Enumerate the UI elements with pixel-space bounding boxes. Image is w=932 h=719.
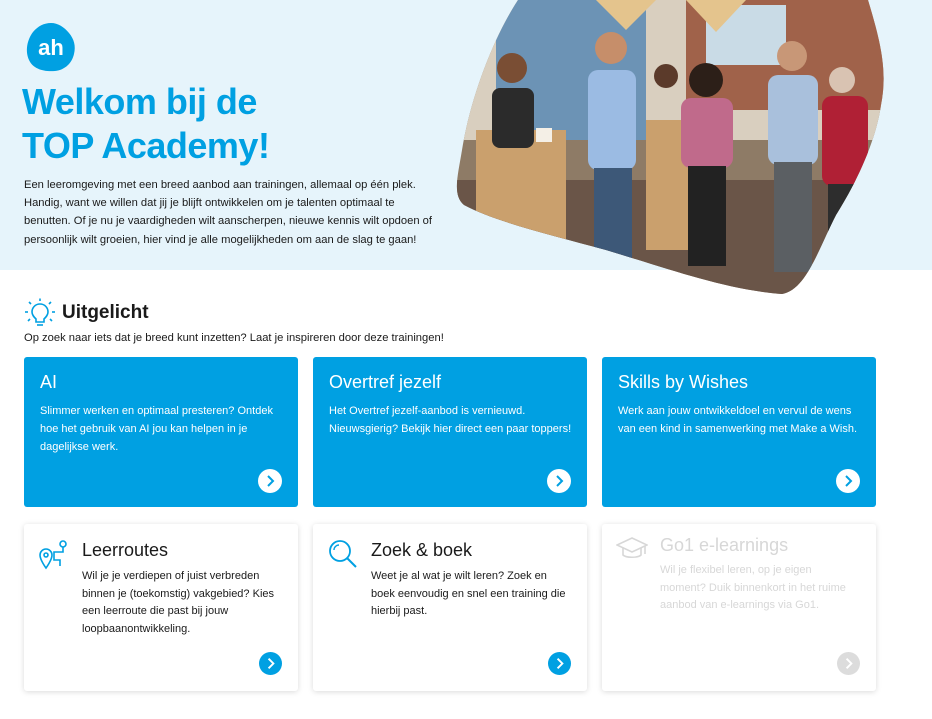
tool-card-zoek-en-boek[interactable] bbox=[313, 524, 587, 691]
featured-section-header bbox=[22, 298, 149, 328]
card-title: AI bbox=[40, 372, 58, 392]
card-text: Het Overtref jezelf-aanbod is vernieuwd. Nieuwsgierig? Bekijk hier direct een paar toppers! bbox=[329, 405, 572, 435]
page-title-line-1: Welkom bij de bbox=[22, 81, 257, 122]
page-title-line-2: TOP Academy! bbox=[22, 125, 270, 166]
chevron-right-icon bbox=[837, 652, 860, 675]
card-text: Slimmer werken en optimaal presteren? Ontdek hoe het gebruik van AI jou kan helpen in je dagelijkse werk. bbox=[40, 405, 273, 453]
hero-intro-text: Een leeromgeving met een breed aanbod aan trainingen, allemaal op één plek. Handig, want we willen dat jij je blijft ontwikkelen om je talenten optimaal te benutten. Of je nu je vaardigheden wilt aanscherpen, nieuwe kennis wilt opdoen of persoonlijk wilt groeien, hier vind je alle mogelijkheden om aan de slag te gaan! bbox=[24, 179, 432, 246]
card-title: Go1 e-learnings bbox=[660, 535, 789, 555]
ah-logo-icon[interactable] bbox=[24, 20, 78, 74]
card-text: Wil je flexibel leren, op je eigen moment? Duik binnenkort in het ruime aanbod van e-learnings via Go1. bbox=[660, 564, 846, 611]
featured-card-skills-by-wishes[interactable] bbox=[602, 357, 876, 507]
card-title: Skills by Wishes bbox=[618, 372, 749, 392]
svg-text:ah: ah bbox=[38, 35, 64, 60]
card-text: Wil je je verdiepen of juist verbreden binnen je (toekomstig) vakgebied? Kies een leerroute die past bij jouw loopbaanontwikkeling. bbox=[82, 570, 275, 635]
card-title: Overtref jezelf bbox=[329, 372, 442, 392]
card-text: Weet je al wat je wilt leren? Zoek en boek eenvoudig en snel een training die hierbij past. bbox=[371, 570, 566, 617]
tool-card-leerroutes[interactable] bbox=[24, 524, 298, 691]
lightbulb-icon bbox=[22, 298, 58, 328]
chevron-right-icon[interactable] bbox=[548, 652, 571, 675]
page-title bbox=[22, 80, 442, 168]
graduation-cap-icon bbox=[616, 532, 648, 564]
tool-card-go1-e-learnings bbox=[602, 524, 876, 691]
card-title: Leerroutes bbox=[82, 540, 169, 560]
route-pin-icon bbox=[38, 538, 70, 570]
featured-card-ai[interactable] bbox=[24, 357, 298, 507]
section-title: Uitgelicht bbox=[62, 302, 149, 323]
hero-team-photo bbox=[456, 0, 888, 296]
card-text: Werk aan jouw ontwikkeldoel en vervul de wens van een kind in samenwerking met Make a Wish. bbox=[618, 405, 858, 435]
featured-card-overtref-jezelf[interactable] bbox=[313, 357, 587, 507]
chevron-right-icon[interactable] bbox=[258, 469, 282, 493]
chevron-right-icon[interactable] bbox=[259, 652, 282, 675]
chevron-right-icon[interactable] bbox=[547, 469, 571, 493]
card-title: Zoek & boek bbox=[371, 540, 473, 560]
chevron-right-icon[interactable] bbox=[836, 469, 860, 493]
section-subtitle: Op zoek naar iets dat je breed kunt inzetten? Laat je inspireren door deze trainingen! bbox=[24, 332, 444, 344]
search-icon bbox=[327, 538, 359, 570]
